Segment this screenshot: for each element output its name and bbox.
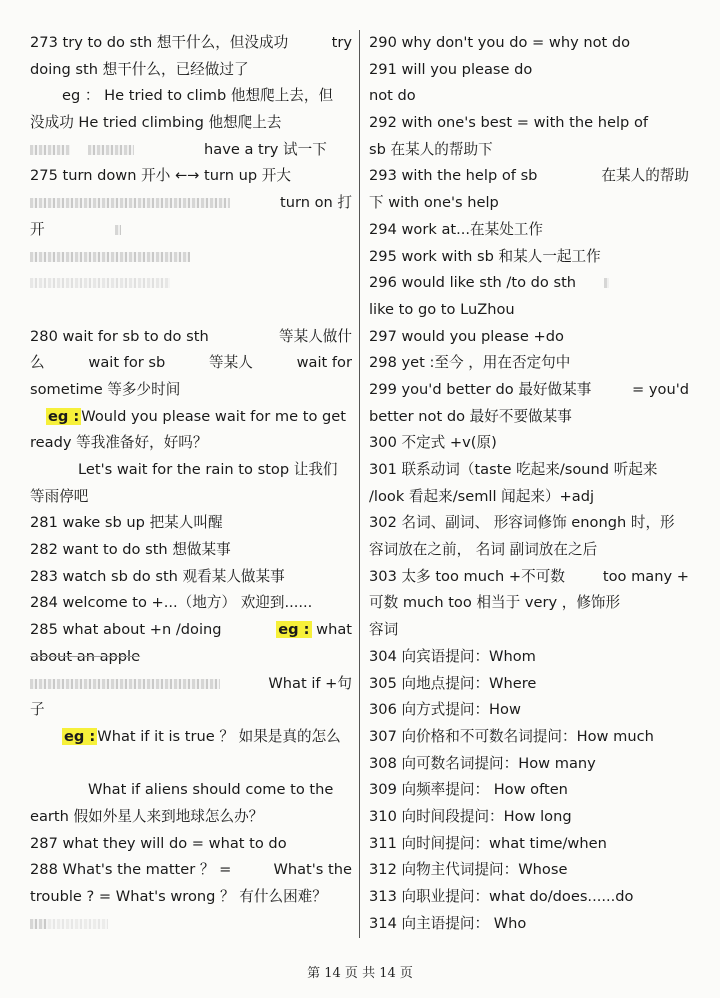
text-line: earth 假如外星人来到地球怎么办？ xyxy=(30,807,264,825)
entry-299: 299 you'd better do 最好做某事 = you'd xyxy=(369,380,689,398)
entry-305: 305 向地点提问：Where xyxy=(369,674,537,692)
example-line: eg : Would you please wait for me to get xyxy=(48,407,346,425)
entry-295: 295 work with sb 和某人一起工作 xyxy=(369,247,601,265)
text-line: /look 看起来/semll 闻起来）+adj xyxy=(369,487,595,505)
text-line: 下 with one's help xyxy=(369,194,499,212)
entry-300: 300 不定式 +v(原) xyxy=(369,434,497,452)
entry-285: 285 what about +n /doing eg : what xyxy=(30,621,352,639)
smudge-mark xyxy=(48,919,108,929)
entry-290: 290 why don't you do = why not do xyxy=(369,34,631,51)
text-line: 可数 much too 相当于 very ，修饰形 xyxy=(369,594,621,612)
eg-highlight: eg : xyxy=(278,621,310,639)
eg-highlight: eg : xyxy=(64,727,96,745)
entry-293: 293 with the help of sb 在某人的帮助 xyxy=(369,167,689,185)
eg-highlight: eg : xyxy=(48,407,80,425)
entry-292: 292 with one's best = with the help of xyxy=(369,114,649,132)
smudge-mark xyxy=(30,278,170,288)
text-line: trouble ? = What's wrong ？ 有什么困难？ xyxy=(30,888,327,905)
entry-284: 284 welcome to +...（地方） 欢迎到...... xyxy=(30,594,313,612)
entry-283: 283 watch sb do sth 观看某人做某事 xyxy=(30,567,285,585)
entry-282: 282 want to do sth 想做某事 xyxy=(30,541,231,559)
entry-273: 273 try to do sth 想干什么，但没成功 try xyxy=(30,34,352,51)
entry-280: 280 wait for sb to do sth 等某人做什 xyxy=(30,327,352,345)
smudge-mark xyxy=(30,252,190,262)
entry-308: 308 向可数名词提问：How many xyxy=(369,754,596,772)
smudged-line xyxy=(30,911,352,938)
left-column xyxy=(30,30,352,937)
entry-306: 306 向方式提问：How xyxy=(369,701,521,719)
text-line: 容词放在之前， 名词 副词放在之后 xyxy=(369,541,598,559)
entry-309: 309 向频率提问： How often xyxy=(369,781,568,799)
entry-312: 312 向物主代词提问：Whose xyxy=(369,861,568,879)
text-line: doing sth 想干什么，已经做过了 xyxy=(30,60,249,78)
entry-302: 302 名词、副词、 形容词修饰 enongh 时，形 xyxy=(369,514,675,532)
text-line: not do xyxy=(369,87,416,105)
entry-307: 307 向价格和不可数名词提问：How much xyxy=(369,727,654,745)
example-line: eg : What if it is true ？ 如果是真的怎么 xyxy=(64,727,341,745)
text-line: 没成功 He tried climbing 他想爬上去 xyxy=(30,114,282,132)
smudge-mark xyxy=(604,278,609,288)
text-line: 么 wait for sb 等某人 wait for xyxy=(30,354,352,372)
entry-288: 288 What's the matter ？ = What's the xyxy=(30,861,352,879)
text-line: 子 xyxy=(30,701,45,719)
text-line: turn on 打 xyxy=(30,190,352,217)
text-line: 等雨停吧 xyxy=(30,487,89,505)
entry-313: 313 向职业提问：what do/does......do xyxy=(369,888,634,905)
smudge-mark xyxy=(30,919,48,929)
smudge-mark xyxy=(88,145,134,155)
entry-274: have a try 试一下 xyxy=(30,137,352,164)
smudge-mark xyxy=(115,225,121,235)
smudge-mark xyxy=(30,679,220,689)
entry-314: 314 向主语提问： Who xyxy=(369,914,527,932)
example-line: eg ： He tried to climb 他想爬上去，但 xyxy=(62,87,334,105)
text-line: about an apple xyxy=(30,647,141,665)
smudge-mark xyxy=(30,145,70,155)
entry-297: 297 would you please +do xyxy=(369,327,564,345)
text-line: 开 xyxy=(30,217,352,244)
text-line: like to go to LuZhou xyxy=(369,300,515,318)
text-line: sometime 等多少时间 xyxy=(30,380,181,398)
entry-286: What if +句 xyxy=(30,671,352,698)
entry-275: 275 turn down 开小 ←→ turn up 开大 xyxy=(30,167,291,185)
text-line: Let's wait for the rain to stop 让我们 xyxy=(78,461,338,478)
entry-291: 291 will you please do xyxy=(369,60,533,78)
entry-298: 298 yet :至今 ，用在否定句中 xyxy=(369,354,571,372)
entry-287: 287 what they will do = what to do xyxy=(30,834,287,852)
entry-296: 296 would like sth /to do sth xyxy=(369,270,689,297)
text-line: better not do 最好不要做某事 xyxy=(369,407,572,425)
text-line: What if aliens should come to the xyxy=(88,781,334,799)
smudge-mark xyxy=(30,198,230,208)
smudged-line xyxy=(30,270,352,297)
column-divider xyxy=(359,30,360,938)
entry-310: 310 向时间段提问：How long xyxy=(369,807,572,825)
text-line: ready 等我准备好，好吗？ xyxy=(30,434,208,452)
entry-281: 281 wake sb up 把某人叫醒 xyxy=(30,514,223,532)
smudged-line xyxy=(30,244,352,271)
entry-304: 304 向宾语提问：Whom xyxy=(369,647,536,665)
entry-303: 303 太多 too much +不可数 too many + xyxy=(369,567,689,585)
text-line: 容词 xyxy=(369,621,399,639)
page-footer: 第 14 页 共 14 页 xyxy=(307,966,413,981)
right-column xyxy=(369,30,689,937)
entry-294: 294 work at...在某处工作 xyxy=(369,220,543,238)
text-line: sb 在某人的帮助下 xyxy=(369,140,493,158)
entry-311: 311 向时间提问：what time/when xyxy=(369,834,607,852)
entry-301: 301 联系动词（taste 吃起来/sound 听起来 xyxy=(369,461,658,478)
